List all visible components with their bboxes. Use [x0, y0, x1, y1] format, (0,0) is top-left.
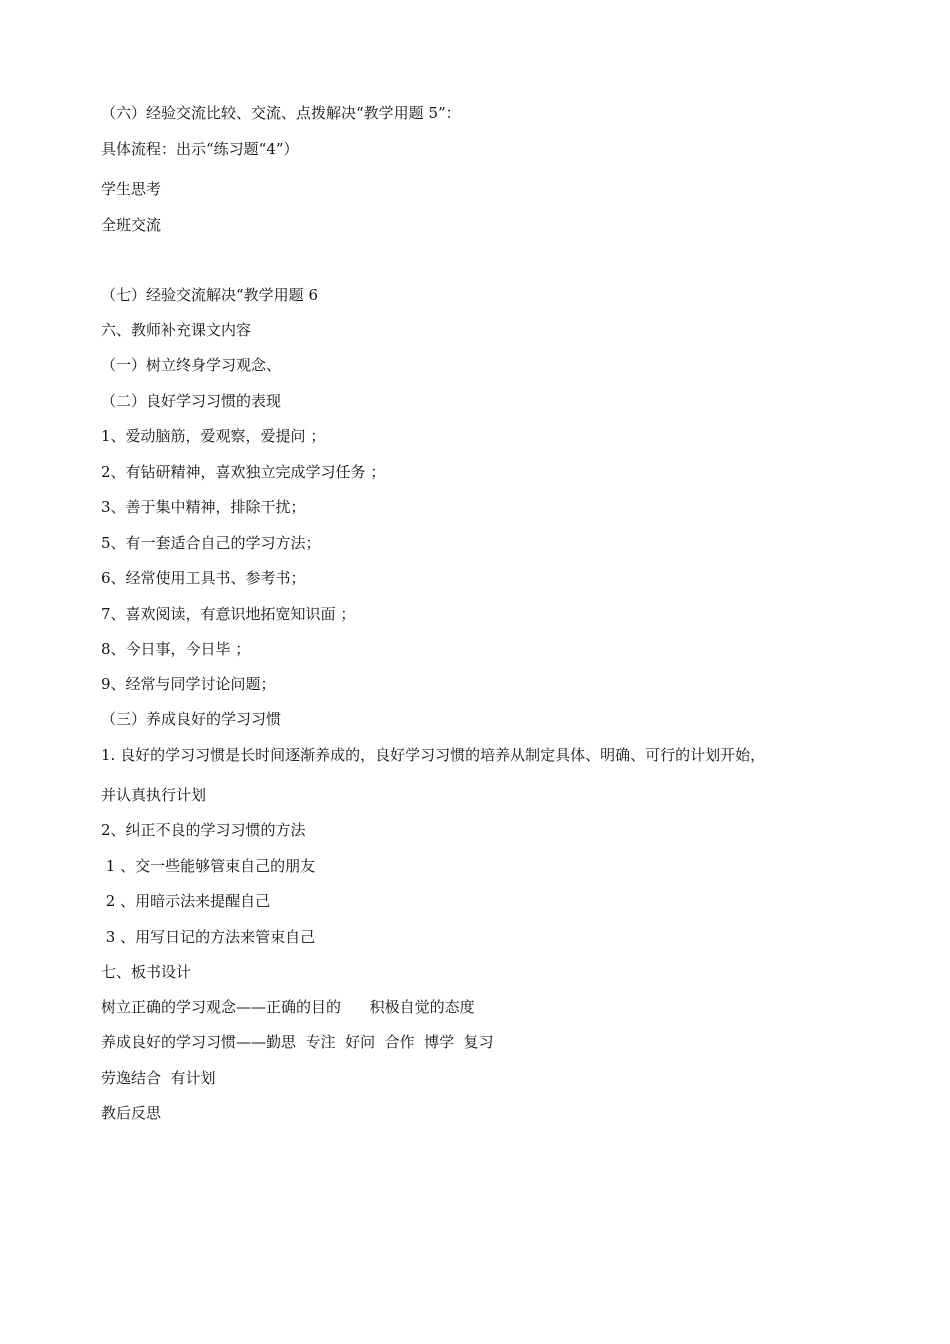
- section-6-heading: （六）经验交流比较、交流、点拨解决“教学用题 5”：: [101, 104, 461, 122]
- list-item: 9、经常与同学讨论问题；: [101, 675, 276, 693]
- list-item: 8、今日事，今日毕 ；: [101, 640, 251, 658]
- method-item: 2 、用暗示法来提醒自己: [101, 892, 271, 910]
- reflection-heading: 教后反思: [101, 1104, 162, 1122]
- part-6-heading: 六、教师补充课文内容: [101, 321, 252, 339]
- subsection-2-heading: （二）良好学习习惯的表现: [101, 392, 282, 410]
- subsection-1-heading: （一）树立终身学习观念、: [101, 356, 282, 374]
- subsection-3-heading: （三）养成良好的学习习惯: [101, 710, 282, 728]
- list-item: 7、喜欢阅读，有意识地拓宽知识面 ；: [101, 605, 356, 623]
- paragraph-line: 并认真执行计划: [101, 786, 207, 804]
- student-think-line: 学生思考: [101, 180, 162, 198]
- list-item: 3、善于集中精神，排除干扰；: [101, 498, 306, 516]
- list-item: 1、爱动脑筋，爱观察，爱提问 ；: [101, 427, 326, 445]
- list-item: 5、有一套适合自己的学习方法；: [101, 534, 321, 552]
- board-line: 树立正确的学习观念——正确的目的 积极自觉的态度: [101, 998, 475, 1016]
- process-line: 具体流程：出示“练习题“4”）: [101, 140, 299, 158]
- list-item: 6、经常使用工具书、参考书；: [101, 569, 306, 587]
- method-item: 3 、用写日记的方法来管束自己: [101, 928, 316, 946]
- method-heading: 2、纠正不良的学习习惯的方法: [101, 821, 306, 839]
- board-line: 养成良好的学习习惯——勤思 专注 好问 合作 博学 复习: [101, 1033, 494, 1051]
- class-exchange-line: 全班交流: [101, 216, 162, 234]
- list-item: 2、有钻研精神，喜欢独立完成学习任务 ；: [101, 463, 386, 481]
- paragraph-line: 1. 良好的学习习惯是长时间逐渐养成的，良好学习习惯的培养从制定具体、明确、可行的计划开始，: [101, 746, 766, 764]
- section-7-heading: （七）经验交流解决“教学用题 6: [101, 286, 318, 304]
- board-line: 劳逸结合 有计划: [101, 1069, 216, 1087]
- method-item: 1 、交一些能够管束自己的朋友: [101, 857, 316, 875]
- part-7-heading: 七、板书设计: [101, 963, 192, 981]
